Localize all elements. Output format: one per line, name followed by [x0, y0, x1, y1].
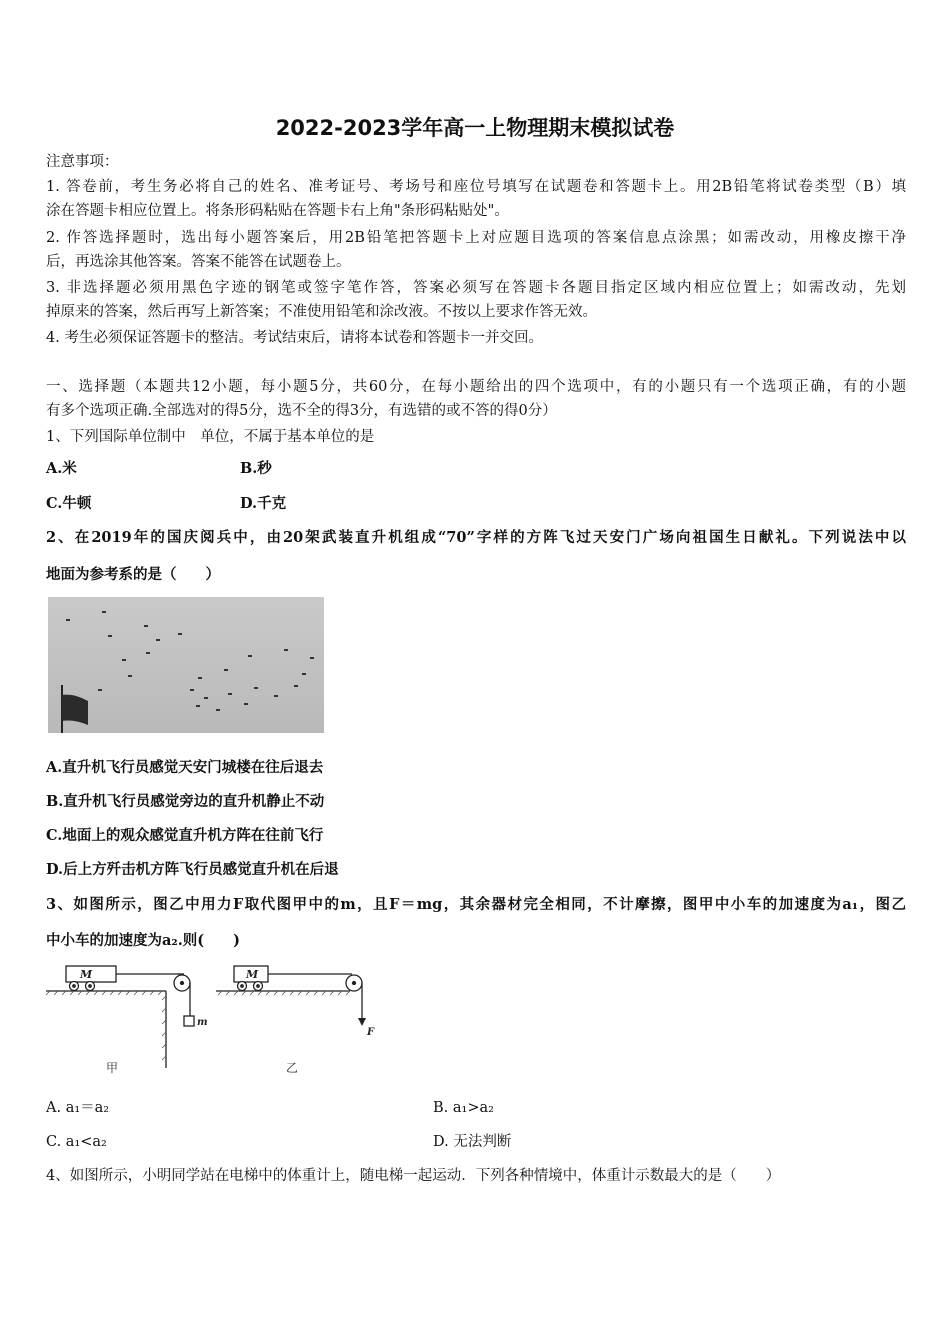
q1-option-d: D.千克	[240, 495, 287, 512]
q2-option-b: B.直升机飞行员感觉旁边的直升机静止不动	[46, 793, 325, 810]
notice-line: 1. 答卷前，考生务必将自己的姓名、准考证号、考场号和座位号填写在试题卷和答题卡上。用2B铅笔将试卷类型（B）填	[46, 179, 906, 195]
section-heading-cont: 有多个选项正确.全部选对的得5分，选不全的得3分，有选错的或不答的得0分）	[46, 403, 557, 419]
q2-option-a: A.直升机飞行员感觉天安门城楼在往后退去	[46, 759, 324, 776]
force-label: F	[367, 1027, 375, 1038]
page-title: 2022-2023学年高一上物理期末模拟试卷	[275, 116, 675, 140]
q1-option-b: B.秒	[240, 460, 272, 477]
q3-option-d: D. 无法判断	[433, 1134, 512, 1150]
q3-option-a: A. a₁＝a₂	[46, 1100, 110, 1116]
notice-heading: 注意事项：	[46, 154, 119, 170]
q3-option-c: C. a₁<a₂	[46, 1134, 107, 1150]
figure-caption-right: 乙	[286, 1061, 299, 1075]
notice-line: 掉原来的答案，然后再写上新答案；不准使用铅笔和涂改液。不按以上要求作答无效。	[46, 304, 597, 320]
q2-option-d: D.后上方歼击机方阵飞行员感觉直升机在后退	[46, 861, 339, 878]
helicopter-formation-photo	[48, 597, 324, 733]
notice-line: 2. 作答选择题时，选出每小题答案后，用2B铅笔把答题卡上对应题目选项的答案信息点涂黑；如需改动，用橡皮擦干净	[46, 230, 906, 246]
question-3-stem: 3、如图所示，图乙中用力F取代图甲中的m，且F＝mg，其余器材完全相同，不计摩擦，图甲中小车的加速度为a₁，图乙	[46, 896, 906, 913]
q3-option-b: B. a₁>a₂	[433, 1100, 494, 1116]
section-heading: 一、选择题（本题共12小题，每小题5分，共60分，在每小题给出的四个选项中，有的小题只有一个选项正确，有的小题	[46, 379, 906, 395]
question-2-stem: 2、在2019年的国庆阅兵中，由20架武装直升机组成“70”字样的方阵飞过天安门广场向祖国生日献礼。下列说法中以	[46, 529, 906, 546]
figure-caption-left: 甲	[106, 1061, 119, 1075]
q1-option-c: C.牛顿	[46, 495, 92, 512]
question-3-stem-cont: 中小车的加速度为a₂.则( )	[46, 932, 241, 949]
mass-label: m	[197, 1017, 208, 1028]
notice-line: 后，再选涂其他答案。答案不能答在试题卷上。	[46, 254, 351, 270]
question-4-stem: 4、如图所示，小明同学站在电梯中的体重计上，随电梯一起运动．下列各种情境中，体重计示数最大的是（ ）	[46, 1168, 781, 1184]
q1-option-a: A.米	[46, 460, 77, 477]
notice-line: 3. 非选择题必须用黑色字迹的钢笔或签字笔作答，答案必须写在答题卡各题目指定区域内相应位置上；如需改动，先划	[46, 280, 906, 296]
notice-line: 涂在答题卡相应位置上。将条形码粘贴在答题卡右上角"条形码粘贴处"。	[46, 203, 509, 219]
q2-option-c: C.地面上的观众感觉直升机方阵在往前飞行	[46, 827, 324, 844]
cart-label-right: M	[246, 968, 259, 981]
cart-pulley-diagram	[44, 960, 390, 1080]
question-2-stem-cont: 地面为参考系的是（ ）	[46, 566, 220, 583]
cart-label-left: M	[80, 968, 93, 981]
question-1-stem: 1、下列国际单位制中 单位，不属于基本单位的是	[46, 429, 375, 445]
notice-line: 4. 考生必须保证答题卡的整洁。考试结束后，请将本试卷和答题卡一并交回。	[46, 330, 543, 346]
